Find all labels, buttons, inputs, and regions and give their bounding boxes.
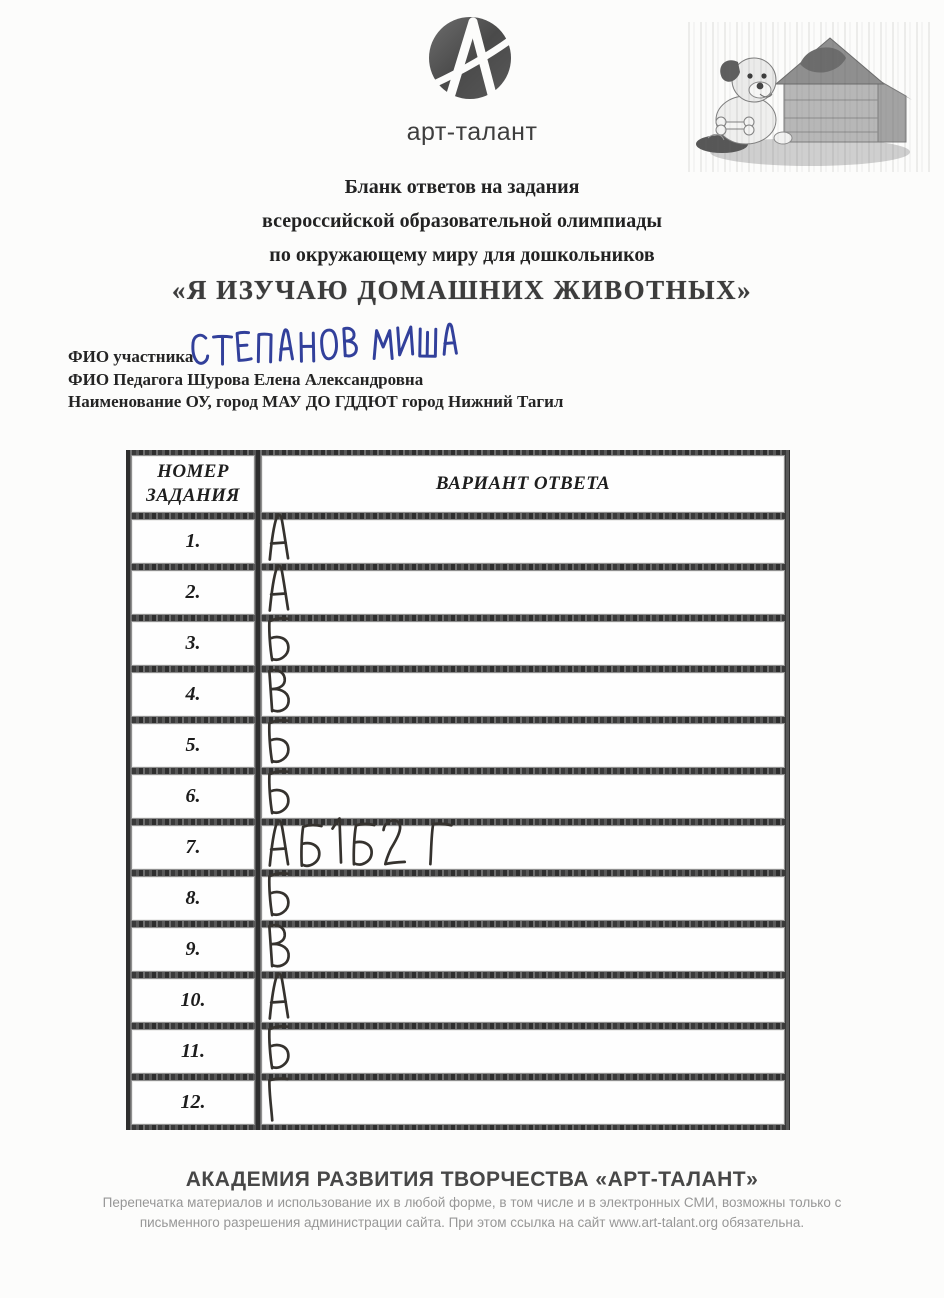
participant-label: ФИО участника: [68, 347, 194, 366]
answer-cell: [261, 927, 785, 972]
brand-name: арт-талант: [406, 118, 538, 146]
academy-name: АКАДЕМИЯ РАЗВИТИЯ ТВОРЧЕСТВА «АРТ-ТАЛАНТ»: [185, 1168, 759, 1191]
handwritten-answer: [258, 1069, 303, 1142]
task-number-cell: 12.: [131, 1080, 255, 1125]
title-line-3: по окружающему миру для дошкольников: [269, 244, 655, 266]
task-number-cell: 11.: [131, 1029, 255, 1074]
copyright-line-1: Перепечатка материалов и использование их в любой форме, в том числе и в электронных СМИ, возможны только с: [102, 1195, 842, 1210]
task-number-cell: 7.: [131, 825, 255, 870]
title-line-2: всероссийской образовательной олимпиады: [262, 210, 662, 232]
answer-cell: [261, 672, 785, 717]
task-number-cell: 5.: [131, 723, 255, 768]
answer-cell: [261, 774, 785, 819]
task-number-cell: 4.: [131, 672, 255, 717]
answer-cell: [261, 519, 785, 564]
answer-cell: [261, 570, 785, 615]
task-number-cell: 8.: [131, 876, 255, 921]
art-talant-logo-icon: [420, 10, 524, 114]
answer-cell: [261, 723, 785, 768]
answer-cell: [261, 876, 785, 921]
task-number-cell: 1.: [131, 519, 255, 564]
dog-and-doghouse-illustration: [688, 22, 932, 172]
olympiad-name: «Я ИЗУЧАЮ ДОМАШНИХ ЖИВОТНЫХ»: [171, 275, 753, 305]
copyright-line-2: письменного разрешения администрации сайта. При этом ссылка на сайт www.art-talant.org обязательна.: [139, 1215, 805, 1230]
title-line-1: Бланк ответов на задания: [344, 176, 580, 198]
answer-cell: [261, 621, 785, 666]
task-number-cell: 6.: [131, 774, 255, 819]
form-title: [0, 170, 924, 306]
task-number-cell: 3.: [131, 621, 255, 666]
teacher-line: ФИО Педагога Шурова Елена Александровна: [68, 369, 424, 389]
dog-illustration-drawing: [688, 22, 932, 172]
task-number-cell: 2.: [131, 570, 255, 615]
answer-cell: [261, 1029, 785, 1074]
task-number-cell: 9.: [131, 927, 255, 972]
footer: [0, 1168, 944, 1232]
task-number-cell: 10.: [131, 978, 255, 1023]
answer-cell: [261, 978, 785, 1023]
institution-line: Наименование ОУ, город МАУ ДО ГДДЮТ город Нижний Тагил: [68, 392, 564, 411]
column-header-answer: ВАРИАНТ ОТВЕТА: [261, 455, 785, 513]
participant-info: [68, 346, 768, 414]
column-header-task-number: НОМЕР ЗАДАНИЯ: [131, 455, 255, 513]
participant-name-handwriting: [185, 319, 470, 382]
answers-table: [126, 450, 790, 1130]
answer-cell: [261, 825, 785, 870]
answer-cell: [261, 1080, 785, 1125]
